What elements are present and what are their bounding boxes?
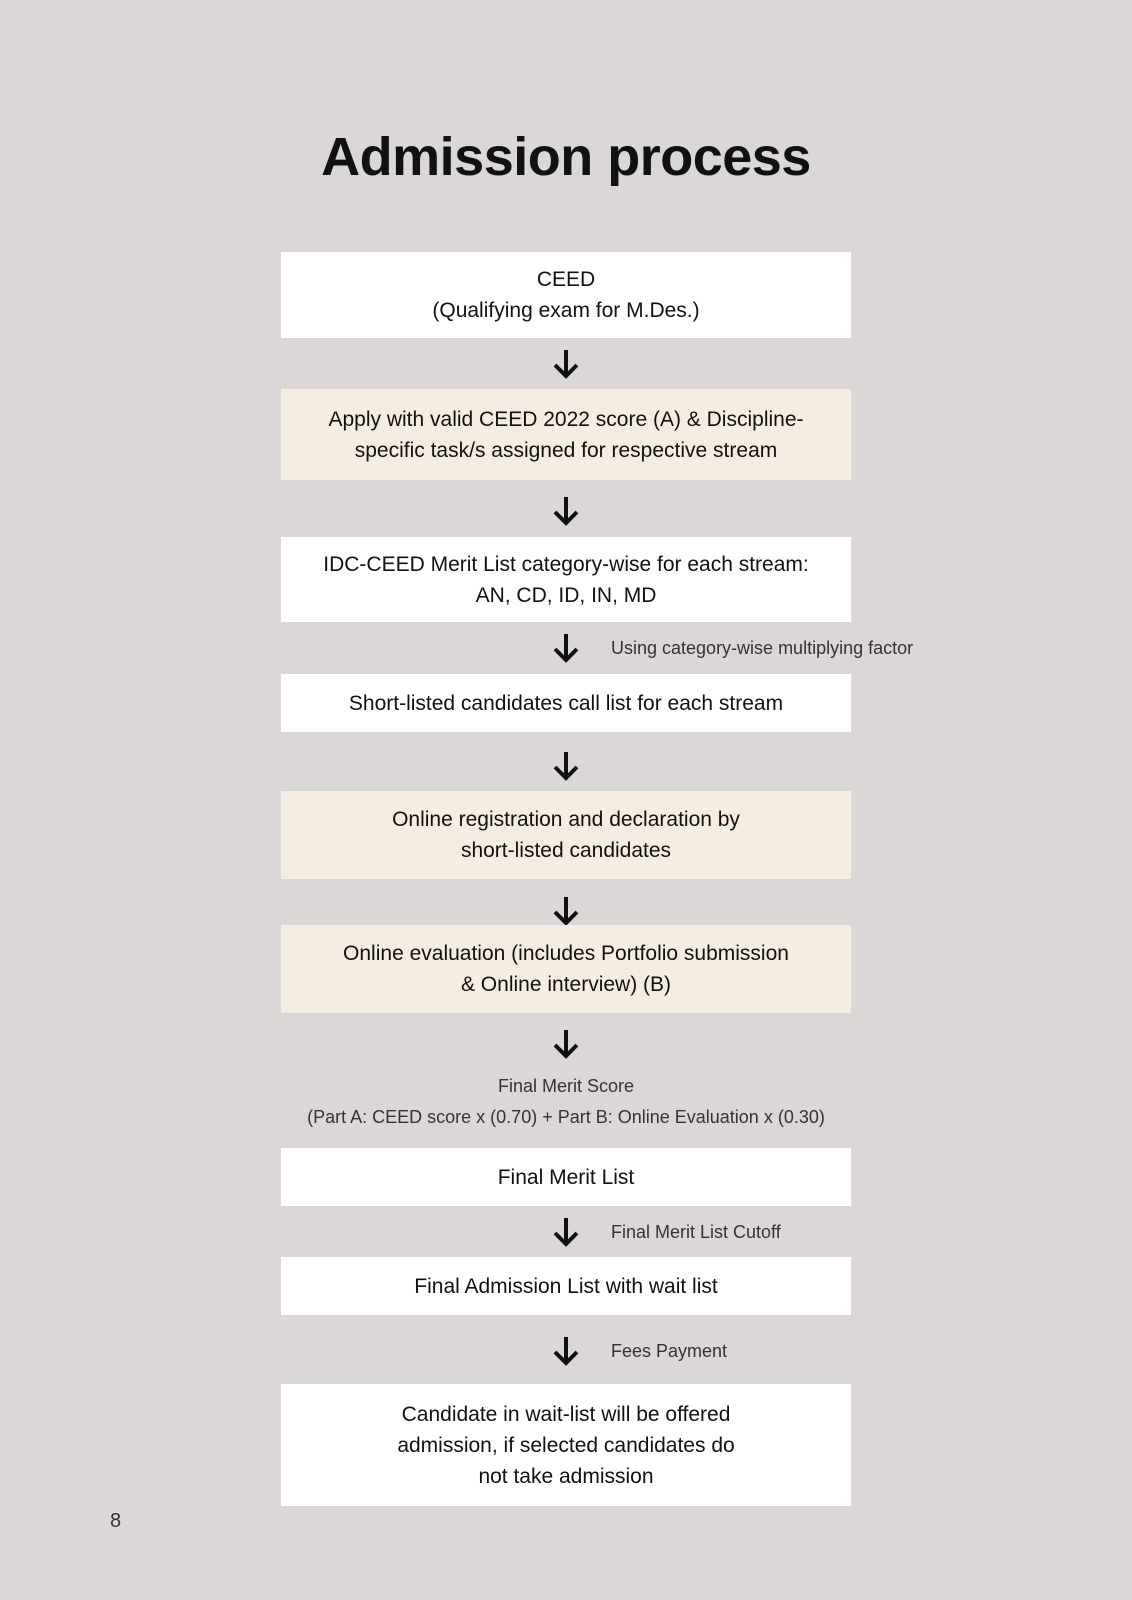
step-final-merit-list-box: [281, 1148, 851, 1206]
down-arrow-icon: [552, 348, 580, 380]
page-number: 8: [110, 1510, 122, 1532]
down-arrow-icon: [552, 632, 580, 664]
step-registration-text: Online registration and declaration by short-listed candidates: [392, 808, 740, 862]
down-arrow-icon: [552, 1335, 580, 1367]
step-apply-text: Apply with valid CEED 2022 score (A) & Discipline- specific task/s assigned for respective stream: [328, 407, 804, 462]
step-merit-list-text: IDC-CEED Merit List category-wise for each stream: AN, CD, ID, IN, MD: [323, 552, 809, 607]
final-merit-score-label: Final Merit Score: [497, 1076, 635, 1096]
final-merit-score-formula: (Part A: CEED score x (0.70) + Part B: Online Evaluation x (0.30): [307, 1107, 825, 1127]
note-multiplying-factor: Using category-wise multiplying factor: [611, 638, 914, 658]
down-arrow-icon: [552, 895, 580, 927]
down-arrow-icon: [552, 495, 580, 527]
down-arrow-icon: [552, 750, 580, 782]
step-apply-box: [281, 389, 851, 480]
step-admission-list-box: [281, 1257, 851, 1315]
note-merit-cutoff: Final Merit List Cutoff: [611, 1222, 781, 1242]
step-ceed-text: CEED (Qualifying exam for M.Des.): [432, 268, 700, 322]
step-wait-list-box: [281, 1384, 851, 1506]
step-wait-list-text: Candidate in wait-list will be offered admission, if selected candidates do not take admission: [397, 1402, 735, 1488]
page-title: Admission process: [321, 127, 811, 187]
step-admission-list-text: Final Admission List with wait list: [414, 1274, 718, 1298]
step-final-merit-list-text: Final Merit List: [497, 1165, 635, 1189]
step-shortlist-text: Short-listed candidates call list for each stream: [348, 691, 784, 715]
note-fees-payment: Fees Payment: [611, 1341, 728, 1361]
step-evaluation-box: [281, 925, 851, 1013]
down-arrow-icon: [552, 1028, 580, 1060]
step-merit-list-box: [281, 537, 851, 622]
step-ceed-box: [281, 252, 851, 338]
step-registration-box: [281, 791, 851, 879]
down-arrow-icon: [552, 1216, 580, 1248]
step-evaluation-text: Online evaluation (includes Portfolio submission & Online interview) (B): [343, 942, 789, 996]
step-shortlist-box: [281, 674, 851, 732]
